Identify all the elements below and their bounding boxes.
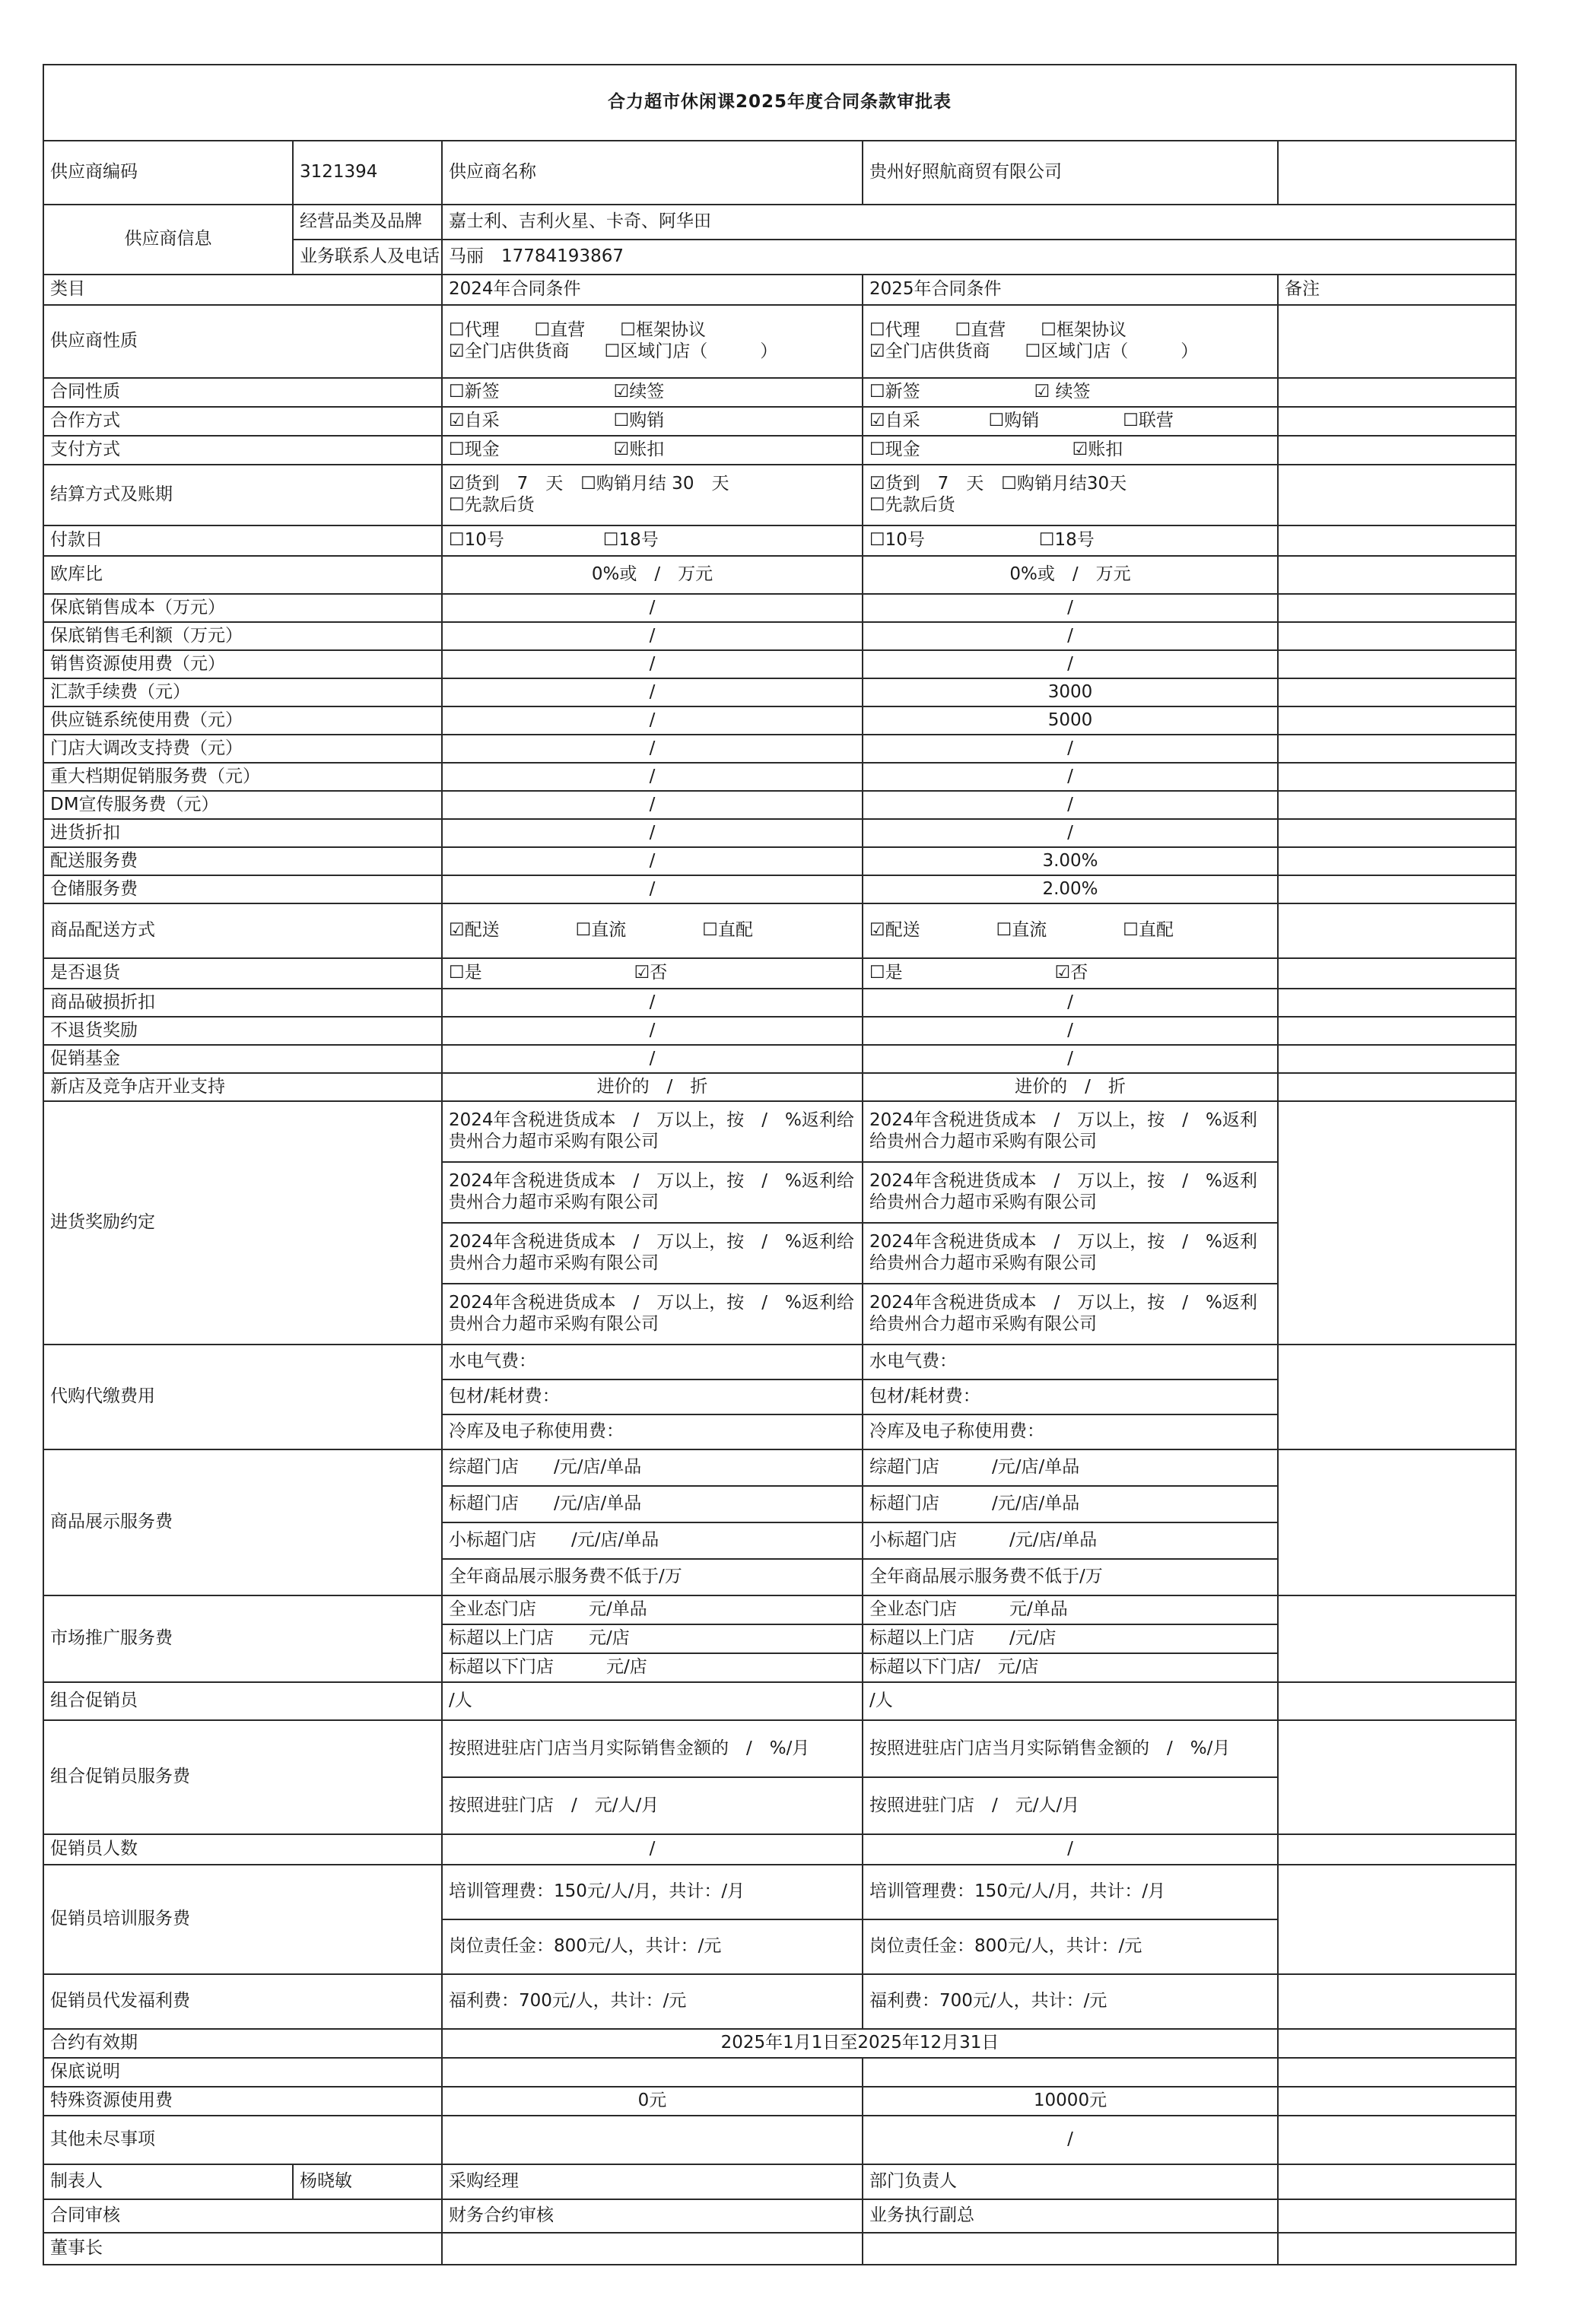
- contract-2024-new: ☐新签: [449, 382, 500, 402]
- dept-sign: [1278, 2164, 1516, 2199]
- reward-2025-3: 2024年含税进货成本 / 万以上，按 / %返利给贵州合力超市采购有限公司: [863, 1223, 1278, 1284]
- payday-2024: [442, 525, 863, 556]
- settle-2025-line2: ☐先款后货: [869, 495, 955, 515]
- nature-label: 供应商性质: [43, 305, 442, 378]
- payday-2024-18: ☐18号: [602, 530, 659, 551]
- settle-label: 结算方式及账期: [43, 465, 442, 525]
- promoter-2025: /人: [863, 1682, 1278, 1720]
- coop-2025: [863, 407, 1278, 436]
- reward-2024-4: 2024年含税进货成本 / 万以上，按 / %返利给贵州合力超市采购有限公司: [442, 1284, 863, 1345]
- payday-remark: [1278, 525, 1516, 556]
- damage-label: 商品破损折扣: [43, 989, 442, 1017]
- validity-remark: [1278, 2029, 1516, 2058]
- scm-label: 供应链系统使用费（元）: [43, 706, 442, 735]
- pay-2024-deduct: ☑账扣: [613, 440, 665, 460]
- market-2025-l1: 全业态门店 元/单品: [863, 1595, 1278, 1624]
- promoter-fee-2025-l2: 按照进驻门店 / 元/人/月: [863, 1777, 1278, 1834]
- coop-remark: [1278, 407, 1516, 436]
- scm-remark: [1278, 706, 1516, 735]
- market-2025-l2: 标超以上门店 /元/店: [863, 1624, 1278, 1653]
- fund-label: 促销基金: [43, 1045, 442, 1073]
- renov-remark: [1278, 735, 1516, 763]
- newstore-2025: 进价的 / 折: [863, 1073, 1278, 1101]
- promo-remark: [1278, 763, 1516, 791]
- newstore-remark: [1278, 1073, 1516, 1101]
- return-2024: [442, 958, 863, 989]
- buyer-label: 采购经理: [442, 2164, 863, 2199]
- contact-value: 马丽 17784193867: [442, 240, 1516, 275]
- nature-2024-line2: ☑全门店供货商 ☐区域门店（ ）: [449, 341, 778, 361]
- dm-2024: /: [442, 791, 863, 819]
- pay-2024: [442, 436, 863, 465]
- damage-2024: /: [442, 989, 863, 1017]
- return-2025-no: ☑否: [1054, 963, 1088, 983]
- promoter-count-remark: [1278, 1834, 1516, 1865]
- payday-2025-18: ☐18号: [1038, 530, 1095, 551]
- delivery-label: 配送服务费: [43, 847, 442, 875]
- storage-label: 仓储服务费: [43, 875, 442, 903]
- margin-remark: [1278, 622, 1516, 650]
- display-2024-l4: 全年商品展示服务费不低于/万: [442, 1559, 863, 1595]
- damage-remark: [1278, 989, 1516, 1017]
- training-2024-l1: 培训管理费：150元/人/月，共计：/月: [442, 1865, 863, 1919]
- reward-2025-2: 2024年含税进货成本 / 万以上，按 / %返利给贵州合力超市采购有限公司: [863, 1162, 1278, 1223]
- gm-sign-2: [863, 2233, 1278, 2265]
- market-2024-l2: 标超以上门店 元/店: [442, 1624, 863, 1653]
- contract-2025-new: ☐新签: [869, 382, 920, 402]
- maker-name: 杨晓敏: [293, 2164, 442, 2199]
- ratio-2024: 0%或 / 万元: [442, 556, 863, 594]
- margin-2024: /: [442, 622, 863, 650]
- nature-2025: [863, 305, 1278, 378]
- settle-2024-line1: ☑货到 7 天 ☐购销月结 30 天: [449, 474, 729, 494]
- training-label: 促销员培训服务费: [43, 1865, 442, 1974]
- discount-label: 进货折扣: [43, 819, 442, 847]
- gm-label: 董事长: [43, 2233, 442, 2265]
- promo-2024: /: [442, 763, 863, 791]
- renov-2024: /: [442, 735, 863, 763]
- payday-label: 付款日: [43, 525, 442, 556]
- display-2025-l4: 全年商品展示服务费不低于/万: [863, 1559, 1278, 1595]
- contact-label: 业务联系人及电话: [293, 240, 442, 275]
- header-remark: 备注: [1278, 275, 1516, 305]
- guarantee-2025: [863, 2058, 1278, 2087]
- gm-sign-3: [1278, 2233, 1516, 2265]
- storage-remark: [1278, 875, 1516, 903]
- display-2025-l1: 综超门店 /元/店/单品: [863, 1449, 1278, 1486]
- cost-label: 保底销售成本（万元）: [43, 594, 442, 622]
- pay-2025-deduct: ☑账扣: [1072, 440, 1123, 460]
- review-label: 合同审核: [43, 2199, 442, 2233]
- storage-2024: /: [442, 875, 863, 903]
- supplier-name: 贵州好照航商贸有限公司: [863, 141, 1278, 205]
- renov-label: 门店大调改支持费（元）: [43, 735, 442, 763]
- promoter-fee-remark: [1278, 1720, 1516, 1834]
- contract-remark: [1278, 378, 1516, 407]
- dept-label: 部门负责人: [863, 2164, 1278, 2199]
- scm-2025: 5000: [863, 706, 1278, 735]
- margin-2025: /: [863, 622, 1278, 650]
- coop-2024-buysell: ☐购销: [613, 411, 665, 431]
- promoter-count-2025: /: [863, 1834, 1278, 1865]
- contract-table: [43, 64, 1517, 2265]
- newstore-2024: 进价的 / 折: [442, 1073, 863, 1101]
- special-2024: 0元: [442, 2087, 863, 2116]
- pay-2025: [863, 436, 1278, 465]
- noreturn-remark: [1278, 1017, 1516, 1045]
- supplier-name-label: 供应商名称: [442, 141, 863, 205]
- dist-label: 商品配送方式: [43, 903, 442, 958]
- market-label: 市场推广服务费: [43, 1595, 442, 1682]
- ratio-2025: 0%或 / 万元: [863, 556, 1278, 594]
- coop-2024: [442, 407, 863, 436]
- promo-2025: /: [863, 763, 1278, 791]
- market-2025-l3: 标超以下门店/ 元/店: [863, 1653, 1278, 1682]
- contract-2024-renew: ☑续签: [613, 382, 665, 402]
- display-remark: [1278, 1449, 1516, 1595]
- dist-2024-c: ☐直配: [702, 920, 753, 941]
- nature-2025-line1: ☐代理 ☐直营 ☐框架协议: [869, 320, 1127, 341]
- dm-remark: [1278, 791, 1516, 819]
- cost-2024: /: [442, 594, 863, 622]
- agency-remark: [1278, 1345, 1516, 1449]
- coop-label: 合作方式: [43, 407, 442, 436]
- settle-2025: [863, 465, 1278, 525]
- market-2024-l1: 全业态门店 元/单品: [442, 1595, 863, 1624]
- market-2024-l3: 标超以下门店 元/店: [442, 1653, 863, 1682]
- fund-remark: [1278, 1045, 1516, 1073]
- pay-label: 支付方式: [43, 436, 442, 465]
- dist-2025-b: ☐直流: [996, 920, 1047, 941]
- resource-label: 销售资源使用费（元）: [43, 650, 442, 678]
- supplier-info-label: 供应商信息: [43, 205, 293, 275]
- dist-2024: [442, 903, 863, 958]
- agency-2024-utilities: 水电气费：: [442, 1345, 863, 1379]
- return-2024-yes: ☐是: [449, 963, 482, 983]
- contract-2025-renew: ☑ 续签: [1034, 382, 1091, 402]
- training-2025-l1: 培训管理费：150元/人/月，共计：/月: [863, 1865, 1278, 1919]
- contract-2025: [863, 378, 1278, 407]
- display-2025-l2: 标超门店 /元/店/单品: [863, 1486, 1278, 1522]
- dist-2025-a: ☑配送: [869, 920, 920, 941]
- settle-2024: [442, 465, 863, 525]
- reward-2024-1: 2024年含税进货成本 / 万以上，按 / %返利给贵州合力超市采购有限公司: [442, 1101, 863, 1162]
- remit-2024: /: [442, 678, 863, 706]
- remit-label: 汇款手续费（元）: [43, 678, 442, 706]
- coop-2025-buysell: ☐购销: [988, 411, 1040, 431]
- supplier-code: 3121394: [293, 141, 442, 205]
- delivery-2024: /: [442, 847, 863, 875]
- discount-2025: /: [863, 819, 1278, 847]
- reward-2025-4: 2024年含税进货成本 / 万以上，按 / %返利给贵州合力超市采购有限公司: [863, 1284, 1278, 1345]
- promoter-2024: /人: [442, 1682, 863, 1720]
- storage-2025: 2.00%: [863, 875, 1278, 903]
- category-header: 类目: [43, 275, 442, 305]
- promoter-label: 组合促销员: [43, 1682, 442, 1720]
- display-2024-l2: 标超门店 /元/店/单品: [442, 1486, 863, 1522]
- dist-2024-b: ☐直流: [575, 920, 627, 941]
- reward-remark: [1278, 1101, 1516, 1345]
- market-remark: [1278, 1595, 1516, 1682]
- settle-2025-line1: ☑货到 7 天 ☐购销月结30天: [869, 474, 1127, 494]
- cost-2025: /: [863, 594, 1278, 622]
- display-2025-l3: 小标超门店 /元/店/单品: [863, 1522, 1278, 1559]
- ratio-remark: [1278, 556, 1516, 594]
- cost-remark: [1278, 594, 1516, 622]
- validity-value: 2025年1月1日至2025年12月31日: [442, 2029, 1278, 2058]
- return-remark: [1278, 958, 1516, 989]
- training-2024-l2: 岗位责任金：800元/人，共计：/元: [442, 1919, 863, 1974]
- promoter-count-label: 促销员人数: [43, 1834, 442, 1865]
- discount-remark: [1278, 819, 1516, 847]
- other-remark: [1278, 2116, 1516, 2164]
- resource-2024: /: [442, 650, 863, 678]
- reward-2024-3: 2024年含税进货成本 / 万以上，按 / %返利给贵州合力超市采购有限公司: [442, 1223, 863, 1284]
- approval-form: [43, 64, 1515, 2265]
- promo-label: 重大档期促销服务费（元）: [43, 763, 442, 791]
- other-label: 其他未尽事项: [43, 2116, 442, 2164]
- discount-2024: /: [442, 819, 863, 847]
- damage-2025: /: [863, 989, 1278, 1017]
- contract-label: 合同性质: [43, 378, 442, 407]
- promoter-fee-2024-l2: 按照进驻门店 / 元/人/月: [442, 1777, 863, 1834]
- welfare-2025: 福利费：700元/人，共计：/元: [863, 1974, 1278, 2029]
- agency-2025-materials: 包材/耗材费：: [863, 1379, 1278, 1414]
- reward-2025-1: 2024年含税进货成本 / 万以上，按 / %返利给贵州合力超市采购有限公司: [863, 1101, 1278, 1162]
- nature-2024: [442, 305, 863, 378]
- nature-2025-line2: ☑全门店供货商 ☐区域门店（ ）: [869, 341, 1199, 361]
- fund-2025: /: [863, 1045, 1278, 1073]
- guarantee-remark: [1278, 2058, 1516, 2087]
- reward-label: 进货奖励约定: [43, 1101, 442, 1345]
- promoter-fee-2024-l1: 按照进驻店门店当月实际销售金额的 / %/月: [442, 1720, 863, 1777]
- special-remark: [1278, 2087, 1516, 2116]
- guarantee-2024: [442, 2058, 863, 2087]
- pay-remark: [1278, 436, 1516, 465]
- coop-2025-joint: ☐联营: [1123, 411, 1174, 431]
- dist-2024-a: ☑配送: [449, 920, 500, 941]
- payday-2025-10: ☐10号: [869, 530, 925, 551]
- welfare-label: 促销员代发福利费: [43, 1974, 442, 2029]
- newstore-label: 新店及竞争店开业支持: [43, 1073, 442, 1101]
- margin-label: 保底销售毛利额（万元）: [43, 622, 442, 650]
- form-title: 合力超市休闲课2025年度合同条款审批表: [43, 65, 1516, 141]
- fund-2024: /: [442, 1045, 863, 1073]
- settle-2024-line2: ☐先款后货: [449, 495, 535, 515]
- noreturn-label: 不退货奖励: [43, 1017, 442, 1045]
- display-2024-l3: 小标超门店 /元/店/单品: [442, 1522, 863, 1559]
- payday-2025: [863, 525, 1278, 556]
- noreturn-2025: /: [863, 1017, 1278, 1045]
- remit-remark: [1278, 678, 1516, 706]
- vp-sign: [1278, 2199, 1516, 2233]
- scm-2024: /: [442, 706, 863, 735]
- dist-2025-c: ☐直配: [1123, 920, 1174, 941]
- return-2024-no: ☑否: [634, 963, 668, 983]
- vp-label: 业务执行副总: [863, 2199, 1278, 2233]
- empty-cell: [1278, 141, 1516, 205]
- other-2025: /: [863, 2116, 1278, 2164]
- header-2024: 2024年合同条件: [442, 275, 863, 305]
- welfare-2024: 福利费：700元/人，共计：/元: [442, 1974, 863, 2029]
- maker-label: 制表人: [43, 2164, 293, 2199]
- renov-2025: /: [863, 735, 1278, 763]
- dist-2025: [863, 903, 1278, 958]
- agency-2024-materials: 包材/耗材费：: [442, 1379, 863, 1414]
- nature-remark: [1278, 305, 1516, 378]
- promoter-count-2024: /: [442, 1834, 863, 1865]
- dm-label: DM宣传服务费（元）: [43, 791, 442, 819]
- promoter-remark: [1278, 1682, 1516, 1720]
- finance-label: 财务合约审核: [442, 2199, 863, 2233]
- agency-2024-cold: 冷库及电子称使用费：: [442, 1414, 863, 1449]
- agency-2025-cold: 冷库及电子称使用费：: [863, 1414, 1278, 1449]
- nature-2024-line1: ☐代理 ☐直营 ☐框架协议: [449, 320, 706, 341]
- noreturn-2024: /: [442, 1017, 863, 1045]
- pay-2025-cash: ☐现金: [869, 440, 920, 460]
- dist-remark: [1278, 903, 1516, 958]
- payday-2024-10: ☐10号: [449, 530, 504, 551]
- agency-label: 代购代缴费用: [43, 1345, 442, 1449]
- dm-2025: /: [863, 791, 1278, 819]
- brands-label: 经营品类及品牌: [293, 205, 442, 240]
- training-2025-l2: 岗位责任金：800元/人，共计：/元: [863, 1919, 1278, 1974]
- ratio-label: 欧库比: [43, 556, 442, 594]
- settle-remark: [1278, 465, 1516, 525]
- special-2025: 10000元: [863, 2087, 1278, 2116]
- coop-2024-self: ☑自采: [449, 411, 500, 431]
- contract-2024: [442, 378, 863, 407]
- validity-label: 合约有效期: [43, 2029, 442, 2058]
- other-2024: [442, 2116, 863, 2164]
- return-label: 是否退货: [43, 958, 442, 989]
- brands-value: 嘉士利、吉利火星、卡奇、阿华田: [442, 205, 1516, 240]
- special-label: 特殊资源使用费: [43, 2087, 442, 2116]
- return-2025: [863, 958, 1278, 989]
- delivery-remark: [1278, 847, 1516, 875]
- coop-2025-self: ☑自采: [869, 411, 920, 431]
- display-2024-l1: 综超门店 /元/店/单品: [442, 1449, 863, 1486]
- remit-2025: 3000: [863, 678, 1278, 706]
- delivery-2025: 3.00%: [863, 847, 1278, 875]
- pay-2024-cash: ☐现金: [449, 440, 500, 460]
- return-2025-yes: ☐是: [869, 963, 903, 983]
- gm-sign: [442, 2233, 863, 2265]
- resource-remark: [1278, 650, 1516, 678]
- header-2025: 2025年合同条件: [863, 275, 1278, 305]
- welfare-remark: [1278, 1974, 1516, 2029]
- display-label: 商品展示服务费: [43, 1449, 442, 1595]
- promoter-fee-2025-l1: 按照进驻店门店当月实际销售金额的 / %/月: [863, 1720, 1278, 1777]
- resource-2025: /: [863, 650, 1278, 678]
- reward-2024-2: 2024年含税进货成本 / 万以上，按 / %返利给贵州合力超市采购有限公司: [442, 1162, 863, 1223]
- guarantee-label: 保底说明: [43, 2058, 442, 2087]
- supplier-code-label: 供应商编码: [43, 141, 293, 205]
- promoter-fee-label: 组合促销员服务费: [43, 1720, 442, 1834]
- training-remark: [1278, 1865, 1516, 1974]
- agency-2025-utilities: 水电气费：: [863, 1345, 1278, 1379]
